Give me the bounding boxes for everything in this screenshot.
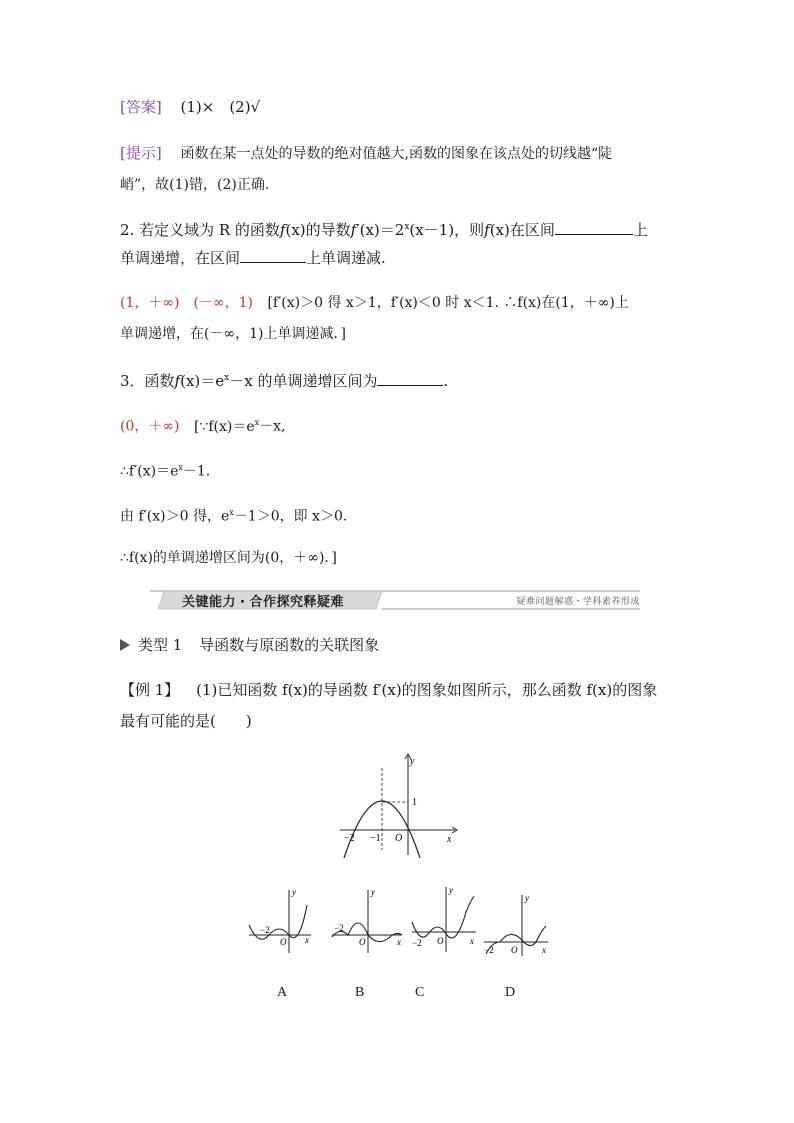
q3-answer-text: ∴f′(x)＝e: [120, 463, 179, 480]
option-b-graph[interactable]: [330, 885, 405, 955]
q2-answer-text-2: 单调递增，在(－∞，1)上单调递减．]: [120, 326, 346, 342]
option-a-y: y: [292, 887, 296, 897]
banner-subtitle: 疑难问题解惑・学科素养形成: [516, 597, 640, 607]
q3-answer-sup: x: [229, 508, 234, 517]
hint-line-1: [120, 143, 612, 164]
q3-answer-red: (0，＋∞): [120, 418, 180, 435]
option-a-x: x: [305, 935, 309, 945]
origin-label: O: [395, 833, 403, 844]
option-d-tick: −2: [484, 945, 494, 955]
q2-answer-line-1: [120, 293, 629, 313]
example1-text-1: (1)已知函数 f(x)的导函数 f′(x)的图象如图所示，那么函数 f(x)的图象: [196, 681, 658, 699]
option-c-tick: −2: [412, 938, 422, 948]
q3-answer-text: －x,: [259, 418, 286, 435]
type1-title: 导函数与原函数的关联图象: [199, 636, 380, 654]
option-c-origin: O: [437, 936, 444, 946]
q2-blank-1[interactable]: [555, 220, 633, 235]
tick-1: 1: [412, 797, 417, 808]
option-b-x: x: [397, 937, 401, 947]
answer-content: (1)× (2)√: [180, 98, 261, 116]
q3-answer-text: [∵f(x)＝e: [193, 418, 255, 435]
play-triangle-icon: [120, 639, 130, 651]
q2-text: 单调递增，在区间: [120, 249, 241, 267]
q3-answer-text: 由 f′(x)＞0 得，e: [120, 508, 230, 525]
q2-text: 2. 若定义域为 R 的函数: [120, 221, 280, 239]
example1-tag: 【例 1】: [120, 681, 180, 699]
answer-line: [120, 97, 260, 117]
q3-text: .: [443, 372, 449, 390]
type1-heading: [120, 635, 379, 655]
q3-answer-sup: x: [178, 463, 183, 472]
option-c-y: y: [449, 885, 453, 895]
q2-text: (x－1)，则: [409, 221, 485, 239]
q3-answer-line-3: [120, 503, 347, 527]
tick-neg2: −2: [344, 833, 355, 844]
option-c-x: x: [470, 936, 474, 946]
q3-blank[interactable]: [377, 371, 443, 386]
option-c-graph[interactable]: [410, 882, 478, 954]
q3-answer-line-1: [120, 413, 285, 437]
hint-tag: [提示]: [120, 144, 162, 162]
q2-text: ′(x)＝2: [356, 221, 405, 239]
x-label: x: [447, 834, 452, 845]
option-a-curve: [249, 905, 307, 939]
q2-line-2: [120, 248, 386, 268]
q3-answer-line-2: [120, 458, 210, 482]
q2-text: (x)在区间: [489, 221, 555, 239]
q2-text: 上单调递减.: [306, 249, 386, 267]
banner-title: 关键能力・合作探究释疑难: [182, 595, 345, 610]
q3-sup: x: [224, 373, 230, 383]
q3-text: (x)＝e: [180, 372, 225, 390]
q3-answer-text: －1.: [182, 463, 211, 480]
q2-answer-text-1: [f′(x)＞0 得 x＞1，f′(x)＜0 时 x＜1. ∴f(x)在(1，＋∞)上: [267, 295, 629, 311]
option-a-origin: O: [280, 937, 287, 947]
type1-label: 类型 1: [138, 636, 183, 654]
option-d-graph[interactable]: [482, 890, 552, 958]
option-d-origin: O: [511, 945, 518, 955]
y-label: y: [410, 756, 415, 767]
q2-text: 上: [632, 221, 648, 239]
option-d-x: x: [542, 945, 546, 955]
q2-f: f: [484, 221, 490, 239]
example1-line-1: [120, 680, 657, 700]
option-a-label[interactable]: A: [277, 985, 288, 1000]
hint-text-1: 函数在某一点处的导数的绝对值越大,函数的图象在该点处的切线越“陡: [180, 146, 613, 162]
q3-text: 3．函数: [120, 372, 175, 390]
option-a-tick: −2: [260, 925, 270, 935]
option-b-origin: O: [359, 937, 366, 947]
section-banner: [150, 588, 640, 612]
option-b-y: y: [371, 887, 375, 897]
q2-blank-2[interactable]: [240, 248, 306, 263]
q3-answer-sup: x: [254, 418, 260, 427]
q2-f: f: [279, 221, 286, 239]
option-b-label[interactable]: B: [355, 985, 365, 1000]
option-b-tick: −2: [334, 923, 344, 933]
option-d-label[interactable]: D: [505, 985, 516, 1000]
q2-f: f: [350, 221, 357, 239]
option-d-y: y: [525, 893, 529, 903]
option-c-label[interactable]: C: [415, 985, 425, 1000]
example1-text-2: 最有可能的是( ): [120, 712, 252, 730]
hint-text-2: 峭”，故(1)错，(2)正确.: [120, 177, 270, 193]
q3-line: [120, 368, 448, 391]
q3-answer-text: －1＞0，即 x＞0.: [233, 508, 348, 525]
q2-text: (x)的导数: [285, 221, 351, 239]
q3-text: －x 的单调递增区间为: [229, 372, 378, 390]
q2-sup: x: [404, 222, 410, 232]
derivative-graph: [330, 750, 460, 860]
tick-neg1: −1: [370, 833, 381, 844]
option-a-graph[interactable]: [245, 885, 315, 955]
q2-answer-red: (1，＋∞) (－∞，1): [120, 295, 253, 311]
q3-answer-text-4: ∴f(x)的单调递增区间为(0，＋∞)．]: [120, 550, 337, 566]
q2-line-1: [120, 217, 648, 240]
q3-f: f: [174, 372, 181, 390]
answer-tag: [答案]: [120, 98, 162, 116]
